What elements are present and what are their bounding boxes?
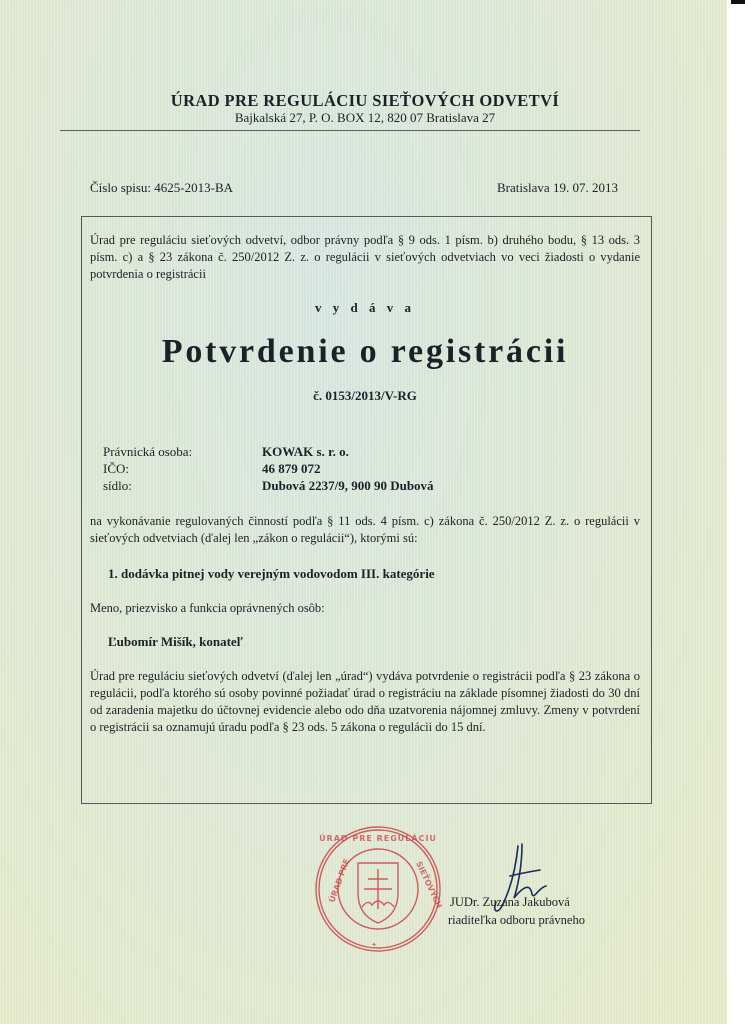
signer-role: riaditeľka odboru právneho	[448, 913, 585, 927]
certificate-title: Potvrdenie o registrácii	[161, 333, 569, 370]
header-divider	[60, 130, 640, 131]
entity-seat: Dubová 2237/9, 900 90 Dubová	[262, 478, 434, 493]
entity-name: KOWAK s. r. o.	[262, 444, 349, 459]
signer-name: JUDr. Zuzana Jakubová	[450, 895, 570, 909]
svg-text:ÚRAD PRE REGULÁCIU: ÚRAD PRE REGULÁCIU	[319, 834, 437, 843]
notice-paragraph: Úrad pre reguláciu sieťových odvetví (ďalej len „úrad“) vydáva potvrdenie o registrácii podľa § 23 zákona o regulácii, podľa ktorého sú osoby povinné požiadať úrad o registráciu na základe písomnej žiadosti do 30 dní od zaradenia majetku do účtovnej evidencie alebo odo dňa uzatvorenia nájomnej zmluvy. Zmeny v potvrdení o registrácii sa oznamujú úradu podľa § 23 ods. 5 zákona o regulácii do 15 dní.	[90, 669, 640, 734]
signer-block	[450, 893, 585, 929]
svg-text:✦: ✦	[371, 941, 377, 949]
svg-text:ÚRAD PRE: ÚRAD PRE	[327, 857, 352, 904]
authority-address: Bajkalská 27, P. O. BOX 12, 820 07 Bratislava 27	[234, 110, 496, 125]
activity-item: 1. dodávka pitnej vody verejným vodovodom III. kategórie	[108, 566, 435, 581]
entity-label-seat: sídlo:	[103, 478, 132, 493]
authority-name: ÚRAD PRE REGULÁCIU SIEŤOVÝCH ODVETVÍ	[170, 91, 560, 110]
scan-edge-mark	[731, 0, 745, 4]
issues-heading: v y d á v a	[315, 300, 415, 315]
certificate-number: č. 0153/2013/V-RG	[313, 388, 417, 403]
file-number: Číslo spisu: 4625-2013-BA	[90, 180, 234, 195]
intro-paragraph: Úrad pre reguláciu sieťových odvetví, odbor právny podľa § 9 ods. 1 písm. b) druhého bodu, § 13 ods. 3 písm. c) a § 23 zákona č. 250/2012 Z. z. o regulácii v sieťových odvetviach vo veci žiadosti o vydanie potvrdenia o registrácii	[90, 233, 640, 281]
authorized-label: Meno, priezvisko a funkcia oprávnených osôb:	[90, 601, 325, 615]
authorized-person: Ľubomír Mišík, konateľ	[108, 634, 243, 649]
official-stamp	[312, 823, 444, 955]
place-date: Bratislava 19. 07. 2013	[497, 180, 618, 195]
entity-label-legal-person: Právnická osoba:	[103, 444, 193, 459]
svg-text:SIEŤOVÝCH: SIEŤOVÝCH	[414, 860, 444, 910]
entity-label-ico: IČO:	[103, 461, 129, 476]
entity-ico: 46 879 072	[262, 461, 321, 476]
activities-intro: na vykonávanie regulovaných činností podľa § 11 ods. 4 písm. c) zákona č. 250/2012 Z. z. o regulácii v sieťových odvetviach (ďalej len „zákon o regulácii“), ktorými sú:	[90, 514, 640, 545]
